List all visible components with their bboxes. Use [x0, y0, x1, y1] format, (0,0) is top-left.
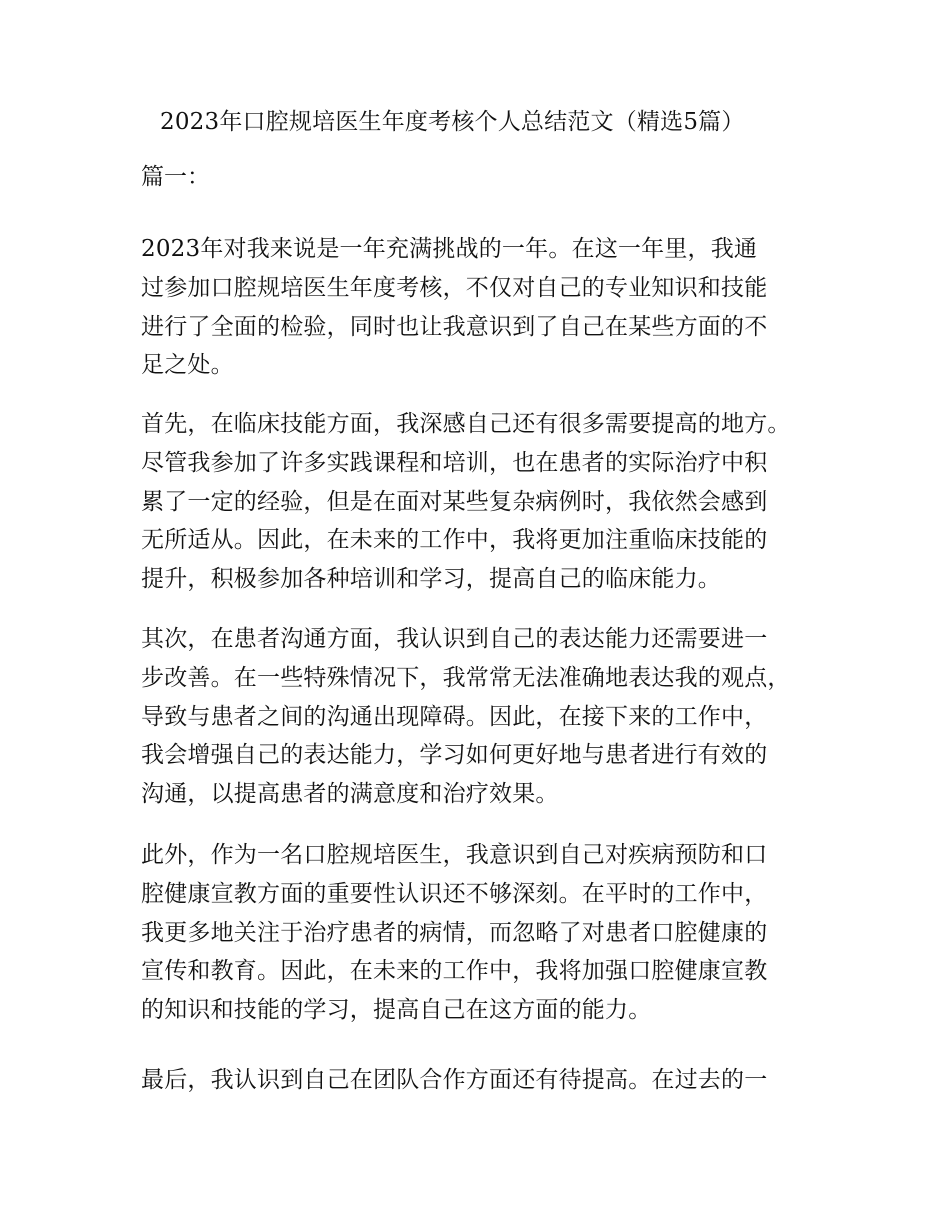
paragraph-line: 的知识和技能的学习，提高自己在这方面的能力。	[141, 997, 652, 1024]
paragraph-line: 腔健康宣教方面的重要性认识还不够深刻。在平时的工作中，	[141, 880, 768, 907]
paragraph-line: 我更多地关注于治疗患者的病情，而忽略了对患者口腔健康的	[141, 919, 768, 946]
paragraph-line: 尽管我参加了许多实践课程和培训，也在患者的实际治疗中积	[141, 449, 768, 476]
paragraph-line: 提升，积极参加各种培训和学习，提高自己的临床能力。	[141, 566, 721, 593]
paragraph-line: 我会增强自己的表达能力，学习如何更好地与患者进行有效的	[141, 742, 768, 769]
paragraph-line: 进行了全面的检验，同时也让我意识到了自己在某些方面的不	[141, 313, 768, 340]
paragraph-3	[141, 620, 841, 814]
paragraph-line: 其次，在患者沟通方面，我认识到自己的表达能力还需要进一	[141, 626, 768, 652]
paragraph-line: 沟通，以提高患者的满意度和治疗效果。	[141, 781, 559, 808]
paragraph-line: 累了一定的经验，但是在面对某些复杂病例时，我依然会感到	[141, 488, 768, 515]
paragraph-line: 最后，我认识到自己在团队合作方面还有待提高。在过去的一	[141, 1067, 768, 1093]
paragraph-line: 导致与患者之间的沟通出现障碍。因此，在接下来的工作中，	[141, 703, 768, 730]
paragraph-2	[141, 405, 841, 599]
paragraph-line: 此外，作为一名口腔规培医生，我意识到自己对疾病预防和口	[141, 842, 768, 868]
paragraph-line: 宣传和教育。因此，在未来的工作中，我将加强口腔健康宣教	[141, 958, 768, 985]
paragraph-line: 足之处。	[141, 352, 234, 379]
paragraph-line: 无所适从。因此，在未来的工作中，我将更加注重临床技能的	[141, 527, 768, 554]
paragraph-4	[141, 836, 841, 1030]
section-heading: 篇一：	[141, 164, 210, 190]
paragraph-line: 过参加口腔规培医生年度考核，不仅对自己的专业知识和技能	[141, 274, 768, 301]
paragraph-line: 步改善。在一些特殊情况下，我常常无法准确地表达我的观点，	[141, 664, 791, 691]
paragraph-1	[141, 230, 841, 385]
paragraph-5	[141, 1061, 841, 1100]
paragraph-line: 2023年对我来说是一年充满挑战的一年。在这一年里，我通	[141, 236, 758, 262]
paragraph-line: 首先，在临床技能方面，我深感自己还有很多需要提高的地方。	[141, 411, 791, 437]
document-title: 2023年口腔规培医生年度考核个人总结范文（精选5篇）	[160, 109, 745, 135]
